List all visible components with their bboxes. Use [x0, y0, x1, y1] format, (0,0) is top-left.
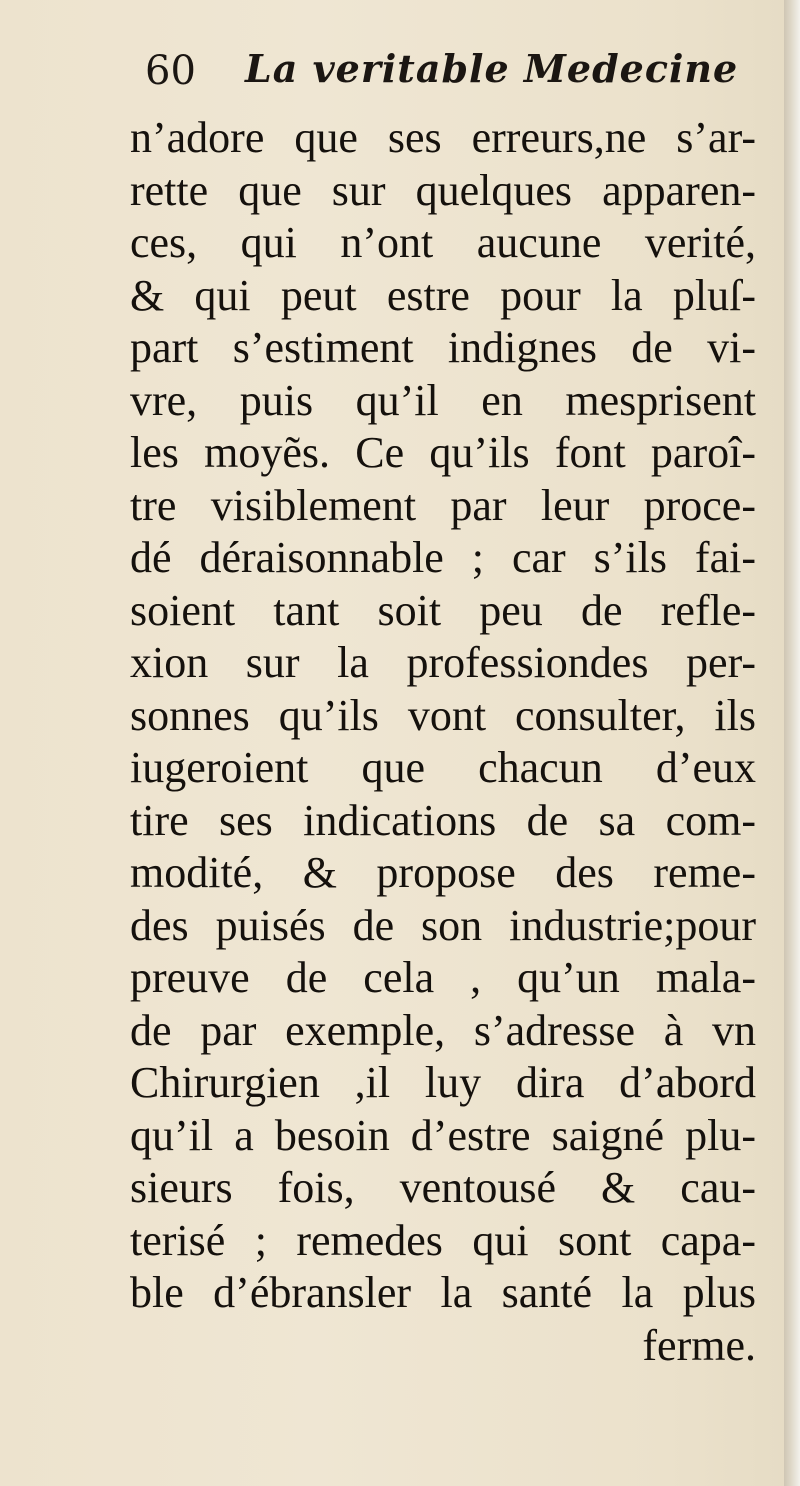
- page-number: 60: [145, 48, 196, 94]
- text-line: iugeroient que chacun d’eux: [130, 743, 756, 792]
- text-line: ces, qui n’ont aucune verité,: [130, 218, 756, 267]
- text-line: ble d’ébransler la santé la plus: [130, 1268, 756, 1317]
- text-line: part s’estiment indignes de vi-: [130, 323, 756, 372]
- text-line: xion sur la professiondes per-: [130, 638, 756, 687]
- text-line: Chirurgien ,il luy dira d’abord: [130, 1058, 756, 1107]
- text-line: qu’il a besoin d’estre saigné plu-: [130, 1110, 756, 1160]
- text-line: vre, puis qu’il en mesprisent: [130, 375, 756, 425]
- text-line: modité, & propose des reme-: [130, 848, 756, 897]
- text-line: les moyẽs. Ce qu’ils font paroî-: [130, 428, 756, 477]
- text-line: soient tant soit peu de refle-: [130, 585, 756, 635]
- text-line: & qui peut estre pour la pluſ-: [130, 270, 756, 320]
- text-line: dé déraisonnable ; car s’ils fai-: [130, 533, 756, 582]
- text-line: n’adore que ses erreurs,ne s’ar-: [130, 113, 756, 162]
- body-text: [130, 112, 756, 1372]
- text-line: sonnes qu’ils vont consulter, ils: [130, 690, 756, 740]
- text-line: sieurs fois, ventousé & cau-: [130, 1163, 756, 1212]
- page-edge: [784, 0, 800, 1486]
- text-line: tire ses indications de sa com-: [130, 795, 756, 845]
- text-line: preuve de cela , qu’un mala-: [130, 953, 756, 1002]
- text-line: des puisés de son industrie;pour: [130, 900, 756, 950]
- text-line: de par exemple, s’adresse à vn: [130, 1005, 756, 1055]
- text-line: tre visiblement par leur proce-: [130, 480, 756, 530]
- page-header: [145, 40, 745, 110]
- text-line: terisé ; remedes qui sont capa-: [130, 1215, 756, 1265]
- running-title: La veritable Medecine: [245, 46, 739, 91]
- text-line: ferme.: [642, 1320, 756, 1370]
- text-line: rette que sur quelques apparen-: [130, 165, 756, 215]
